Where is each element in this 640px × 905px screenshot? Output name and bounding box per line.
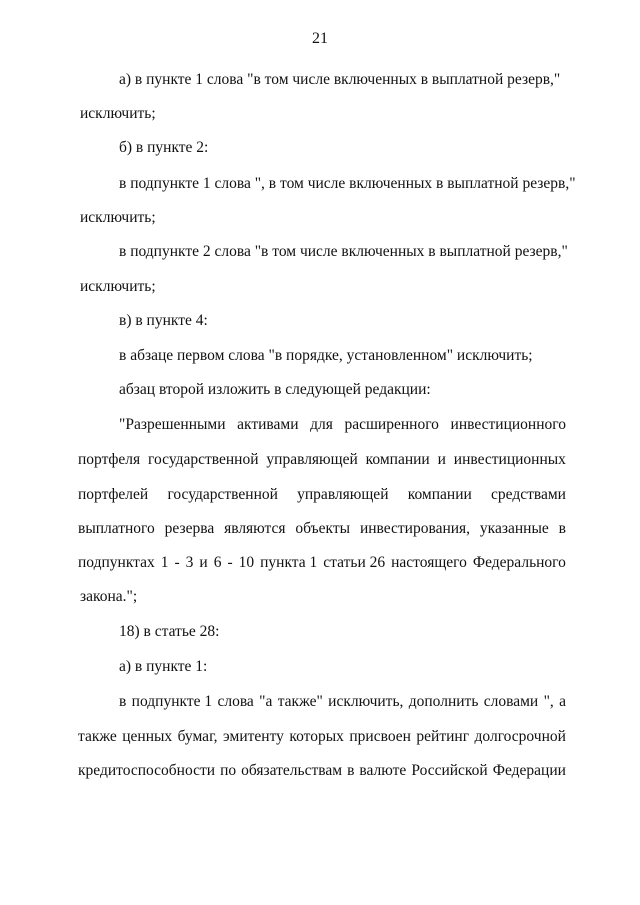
paragraph-line: а) в пункте 1 слова "в том числе включенных в выплатной резерв," (119, 71, 561, 88)
word: резерва (164, 520, 215, 537)
word: дополнить (408, 693, 479, 710)
word: обязательствам (241, 762, 343, 779)
word: валюте (359, 762, 407, 779)
justified-line (78, 519, 566, 539)
word: Федерации (492, 762, 566, 779)
paragraph-line: б) в пункте 2: (119, 139, 209, 156)
word: являются (224, 520, 286, 537)
justified-line (78, 727, 566, 747)
word: пункта 1 (260, 554, 318, 571)
paragraph-line: исключить; (80, 209, 156, 226)
word: 10 (238, 554, 255, 571)
word: подпунктах (78, 554, 155, 571)
word: компании (365, 451, 430, 468)
word: - (174, 554, 180, 571)
justified-line (119, 415, 566, 435)
word: также" (277, 693, 323, 710)
word: государственной (167, 486, 278, 503)
word: указанные (479, 520, 549, 537)
justified-line (78, 761, 566, 781)
justified-line (78, 553, 566, 573)
word: 1 (160, 554, 169, 571)
word: выплатного (78, 520, 155, 537)
justified-line (78, 450, 566, 470)
word: портфелей (78, 486, 149, 503)
word: по (220, 762, 237, 779)
word: Федерального (472, 554, 566, 571)
word: которых (289, 728, 344, 745)
word: долгосрочной (474, 728, 566, 745)
word: рейтинг (416, 728, 470, 745)
word: управляющей (266, 451, 358, 468)
word: настоящего (391, 554, 467, 571)
word: также (78, 728, 117, 745)
word: в (119, 693, 127, 710)
word: - (227, 554, 233, 571)
word: объекты (295, 520, 351, 537)
word: словами (483, 693, 539, 710)
word: и (199, 554, 208, 571)
word: государственной (148, 451, 259, 468)
word: портфеля (78, 451, 141, 468)
word: слова (217, 693, 254, 710)
word: инвестиционного (450, 416, 566, 433)
word: подпункте 1 (131, 693, 213, 710)
word: и (437, 451, 446, 468)
justified-line (78, 485, 566, 505)
word: а (559, 693, 566, 710)
word: "Разрешенными (119, 416, 226, 433)
word: в (558, 520, 566, 537)
word: для (310, 416, 333, 433)
paragraph-line: исключить; (80, 278, 156, 295)
paragraph-line: в) в пункте 4: (119, 312, 208, 329)
word: управляющей (297, 486, 389, 503)
word: ", (543, 693, 554, 710)
paragraph-line: в абзаце первом слова "в порядке, установленном" исключить; (119, 347, 533, 364)
word: инвестиционных (453, 451, 566, 468)
word: статьи 26 (323, 554, 386, 571)
word: средствами (491, 486, 566, 503)
paragraph-line: в подпункте 1 слова ", в том числе включенных в выплатной резерв," (119, 175, 576, 192)
word: активами (237, 416, 299, 433)
word: кредитоспособности (78, 762, 216, 779)
page-number: 21 (312, 30, 328, 47)
word: расширенного (344, 416, 439, 433)
paragraph-line: закона."; (80, 588, 138, 605)
paragraph-line: 18) в статье 28: (119, 623, 220, 640)
word: 6 (213, 554, 222, 571)
word: инвестирования, (359, 520, 471, 537)
word: исключить, (328, 693, 404, 710)
paragraph-line: исключить; (80, 105, 156, 122)
word: ценных (122, 728, 173, 745)
word: "а (259, 693, 273, 710)
justified-line (119, 692, 566, 712)
paragraph-line: а) в пункте 1: (119, 658, 208, 675)
word: Российской (411, 762, 488, 779)
word: эмитенту (223, 728, 284, 745)
word: бумаг, (177, 728, 218, 745)
word: компании (407, 486, 472, 503)
paragraph-line: в подпункте 2 слова "в том числе включенных в выплатной резерв," (119, 243, 568, 260)
paragraph-line: абзац второй изложить в следующей редакции: (119, 381, 431, 398)
word: в (347, 762, 355, 779)
word: присвоен (349, 728, 411, 745)
word: 3 (185, 554, 194, 571)
